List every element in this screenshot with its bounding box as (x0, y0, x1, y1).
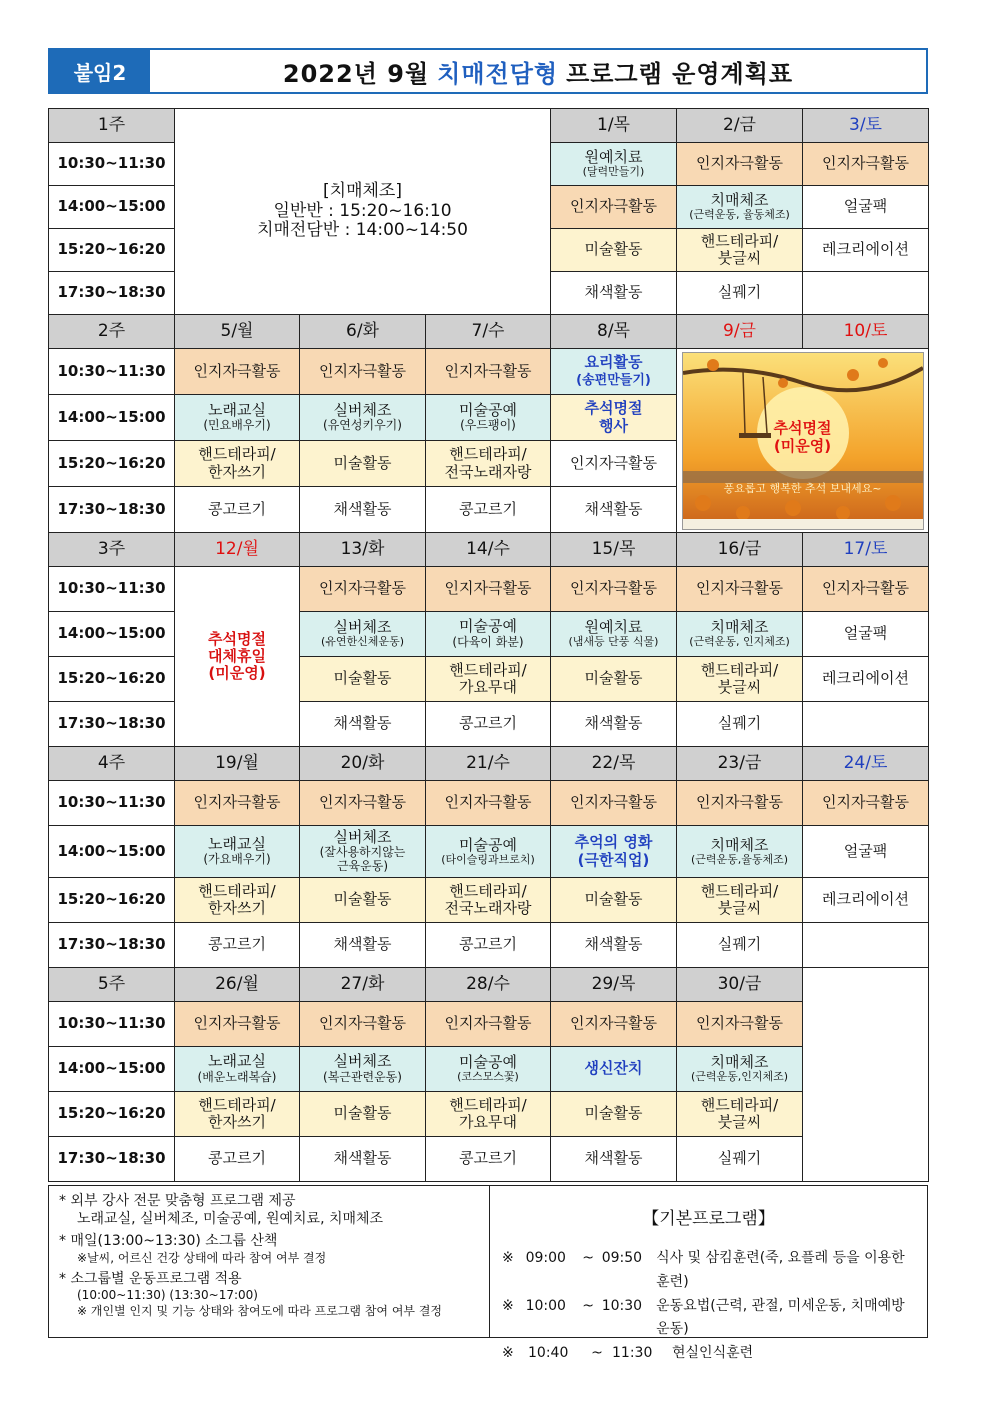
time-slot: 17:30~18:30 (49, 702, 175, 747)
time-slot: 14:00~15:00 (49, 395, 175, 441)
activity-cell: 얼굴팩 (803, 826, 929, 878)
title-prefix: 2022년 9월 (282, 59, 430, 88)
activity-cell: 요리활동 (송편만들기) (551, 349, 677, 395)
chuseok-image-cell (677, 349, 929, 533)
activity-cell: 인지자극활동 (551, 1002, 677, 1047)
activity-cell: 미술활동 (300, 1092, 426, 1137)
activity-cell: 핸드테라피/ 전국노래자랑 (426, 878, 551, 923)
time-slot: 15:20~16:20 (49, 229, 175, 272)
time-slot: 14:00~15:00 (49, 612, 175, 657)
activity-cell: 인지자극활동 (426, 1002, 551, 1047)
day-header: 12/월 (175, 533, 300, 567)
activity-cell: 치매체조 (근력운동,인지체조) (677, 1047, 803, 1092)
attachment-badge: 붙임2 (50, 50, 150, 92)
activity-cell: 콩고르기 (175, 1137, 300, 1182)
activity-cell: 콩고르기 (175, 923, 300, 968)
time-slot: 17:30~18:30 (49, 487, 175, 533)
activity-cell: 핸드테라피/ 붓글씨 (677, 229, 803, 272)
activity-cell: 미술활동 (551, 229, 677, 272)
day-header: 30/금 (677, 968, 803, 1002)
day-header: 9/금 (677, 315, 803, 349)
week-label: 2주 (49, 315, 175, 349)
activity-cell: 핸드테라피/ 한자쓰기 (175, 878, 300, 923)
basic-program-item: ※ 10:00 ~ 10:30 운동요법(근력, 관절, 미세운동, 치매예방 운동) (502, 1297, 905, 1338)
basic-program-title: 【기본프로그램】 (642, 1209, 775, 1229)
week-label: 5주 (49, 968, 175, 1002)
activity-cell: 인지자극활동 (300, 1002, 426, 1047)
activity-cell: 레크리에이션 (803, 878, 929, 923)
activity-cell: 노래교실 (민요배우기) (175, 395, 300, 441)
time-slot: 10:30~11:30 (49, 143, 175, 186)
table-row (49, 878, 929, 923)
basic-program (490, 1186, 927, 1362)
day-header: 1/목 (551, 109, 677, 143)
table-row (49, 826, 929, 878)
activity-cell: 핸드테라피/ 한자쓰기 (175, 441, 300, 487)
activity-cell: 인지자극활동 (426, 567, 551, 612)
activity-cell: 얼굴팩 (803, 186, 929, 229)
time-slot: 10:30~11:30 (49, 781, 175, 826)
table-row (49, 923, 929, 968)
day-header: 10/토 (803, 315, 929, 349)
activity-cell: 핸드테라피/ 붓글씨 (677, 1092, 803, 1137)
activity-cell: 미술공예 (타이슬링과브로치) (426, 826, 551, 878)
activity-cell: 채색활동 (551, 923, 677, 968)
day-header: 8/목 (551, 315, 677, 349)
time-slot: 17:30~18:30 (49, 272, 175, 315)
activity-cell: 핸드테라피/ 가요무대 (426, 1092, 551, 1137)
day-header: 3/토 (803, 109, 929, 143)
activity-cell: 원예치료 (달력만들기) (551, 143, 677, 186)
activity-cell: 인지자극활동 (426, 781, 551, 826)
activity-cell: 콩고르기 (426, 702, 551, 747)
time-slot: 15:20~16:20 (49, 878, 175, 923)
activity-cell: 인지자극활동 (551, 781, 677, 826)
activity-cell: 미술활동 (300, 441, 426, 487)
empty-cell (803, 968, 929, 1182)
table-row (49, 1002, 929, 1047)
table-row (49, 1137, 929, 1182)
week2-header-row (49, 315, 929, 349)
day-header: 24/토 (803, 747, 929, 781)
table-row (49, 567, 929, 612)
activity-cell: 인지자극활동 (677, 567, 803, 612)
footer-notes (48, 1185, 928, 1362)
activity-cell: 인지자극활동 (551, 186, 677, 229)
day-header: 19/월 (175, 747, 300, 781)
empty-cell (803, 702, 929, 747)
time-slot: 15:20~16:20 (49, 657, 175, 702)
activity-cell: 인지자극활동 (551, 441, 677, 487)
activity-cell: 콩고르기 (426, 1137, 551, 1182)
time-slot: 14:00~15:00 (49, 826, 175, 878)
activity-cell: 미술공예 (우드팽이) (426, 395, 551, 441)
activity-cell: 인지자극활동 (803, 143, 929, 186)
day-header: 22/목 (551, 747, 677, 781)
chuseok-label: 추석명절 (미운영) (773, 418, 832, 455)
day-header: 17/토 (803, 533, 929, 567)
note-item: * 소그룹별 운동프로그램 적용 (10:00~11:30) (13:30~17:00) ※ 개인별 인지 및 기능 상태와 참여도에 따라 프로그램 참여 여부 결정 (59, 1271, 443, 1318)
day-header: 27/화 (300, 968, 426, 1002)
activity-cell: 인지자극활동 (677, 781, 803, 826)
activity-cell: 실꿰기 (677, 923, 803, 968)
activity-cell: 채색활동 (551, 1137, 677, 1182)
activity-cell: 실꿰기 (677, 1137, 803, 1182)
title-highlight: 치매전담형 (437, 59, 559, 88)
day-header: 29/목 (551, 968, 677, 1002)
activity-cell: 콩고르기 (426, 923, 551, 968)
activity-cell: 미술활동 (551, 878, 677, 923)
day-header: 7/수 (426, 315, 551, 349)
activity-cell: 인지자극활동 (426, 349, 551, 395)
activity-cell: 핸드테라피/ 한자쓰기 (175, 1092, 300, 1137)
day-header: 14/수 (426, 533, 551, 567)
day-header: 28/수 (426, 968, 551, 1002)
week-label: 4주 (49, 747, 175, 781)
activity-cell: 인지자극활동 (677, 143, 803, 186)
title-suffix: 프로그램 운영계획표 (566, 59, 794, 88)
time-slot: 17:30~18:30 (49, 1137, 175, 1182)
time-slot: 14:00~15:00 (49, 186, 175, 229)
activity-cell: 인지자극활동 (677, 1002, 803, 1047)
activity-cell: 인지자극활동 (551, 567, 677, 612)
activity-cell: 실꿰기 (677, 702, 803, 747)
day-header: 2/금 (677, 109, 803, 143)
activity-cell: 노래교실 (배운노래복습) (175, 1047, 300, 1092)
activity-cell: 실버체조 (유연한신체운동) (300, 612, 426, 657)
note-item: * 매일(13:00~13:30) 소그룹 산책 ※날씨, 어르신 건강 상태에 따라 참여 여부 결정 (59, 1233, 327, 1265)
time-slot: 10:30~11:30 (49, 349, 175, 395)
activity-cell: 얼굴팩 (803, 612, 929, 657)
activity-cell: 인지자극활동 (803, 567, 929, 612)
activity-cell: 인지자극활동 (300, 567, 426, 612)
activity-cell: 치매체조 (근력운동, 율동체조) (677, 186, 803, 229)
note-item: * 외부 강사 전문 맞춤형 프로그램 제공 노래교실, 실버체조, 미술공예, 원예치료, 치매체조 (59, 1193, 384, 1228)
week4-header-row (49, 747, 929, 781)
table-row (49, 1047, 929, 1092)
activity-cell: 치매체조 (근력운동, 인지체조) (677, 612, 803, 657)
activity-cell: 노래교실 (가요배우기) (175, 826, 300, 878)
activity-cell: 실버체조 (복근관련운동) (300, 1047, 426, 1092)
activity-cell: 미술활동 (300, 657, 426, 702)
activity-cell: 채색활동 (300, 923, 426, 968)
activity-cell: 콩고르기 (175, 487, 300, 533)
activity-cell: 미술활동 (300, 878, 426, 923)
activity-cell: 실버체조 (유연성키우기) (300, 395, 426, 441)
day-header: 5/월 (175, 315, 300, 349)
activity-cell: 채색활동 (551, 487, 677, 533)
page-title (150, 50, 926, 92)
activity-cell: 채색활동 (300, 1137, 426, 1182)
activity-cell: 인지자극활동 (175, 1002, 300, 1047)
activity-cell: 인지자극활동 (175, 781, 300, 826)
day-header: 23/금 (677, 747, 803, 781)
chuseok-image (682, 352, 924, 530)
activity-cell: 인지자극활동 (300, 349, 426, 395)
activity-cell: 인지자극활동 (803, 781, 929, 826)
day-header: 26/월 (175, 968, 300, 1002)
week1-header-row (49, 109, 929, 143)
activity-cell: 핸드테라피/ 붓글씨 (677, 878, 803, 923)
week-label: 3주 (49, 533, 175, 567)
activity-cell: 레크리에이션 (803, 229, 929, 272)
day-header: 21/수 (426, 747, 551, 781)
activity-cell: 핸드테라피/ 가요무대 (426, 657, 551, 702)
activity-cell: 미술공예 (다육이 화분) (426, 612, 551, 657)
day-header: 20/화 (300, 747, 426, 781)
basic-program-item: ※ 10:40 ~ 11:30 현실인식훈련 (502, 1345, 754, 1362)
activity-cell: 원예치료 (냄새등 단풍 식물) (551, 612, 677, 657)
chuseok-greeting: 풍요롭고 행복한 추석 보내세요~ (723, 481, 882, 495)
time-slot: 14:00~15:00 (49, 1047, 175, 1092)
activity-cell: 실꿰기 (677, 272, 803, 315)
time-slot: 17:30~18:30 (49, 923, 175, 968)
note-line: 일반반 : 15:20~16:10 (273, 200, 452, 221)
activity-cell: 핸드테라피/ 붓글씨 (677, 657, 803, 702)
activity-cell: 실버체조 (잘사용하지않는 근육운동) (300, 826, 426, 878)
time-slot: 15:20~16:20 (49, 1092, 175, 1137)
day-header: 15/목 (551, 533, 677, 567)
activity-cell: 인지자극활동 (300, 781, 426, 826)
activity-cell: 콩고르기 (426, 487, 551, 533)
holiday-cell: 추석명절 대체휴일 (미운영) (175, 567, 300, 747)
table-row (49, 781, 929, 826)
empty-cell (803, 923, 929, 968)
basic-program-item: ※ 09:00 ~ 09:50 식사 및 삼킴훈련(죽, 요플레 등을 이용한 훈련) (502, 1250, 905, 1290)
activity-cell: 채색활동 (300, 702, 426, 747)
activity-cell: 치매체조 (근력운동,율동체조) (677, 826, 803, 878)
activity-cell: 핸드테라피/ 전국노래자랑 (426, 441, 551, 487)
notes-left (49, 1186, 490, 1337)
table-row (49, 1092, 929, 1137)
week-label: 1주 (49, 109, 175, 143)
note-line: 치매전담반 : 14:00~14:50 (257, 220, 468, 241)
day-header: 13/화 (300, 533, 426, 567)
activity-cell: 인지자극활동 (175, 349, 300, 395)
note-title: [치매체조] (323, 181, 402, 202)
activity-cell: 채색활동 (551, 702, 677, 747)
day-header: 16/금 (677, 533, 803, 567)
activity-cell: 추억의 영화 (극한직업) (551, 826, 677, 878)
activity-cell: 채색활동 (551, 272, 677, 315)
schedule-table (48, 108, 929, 1182)
activity-cell: 추석명절 행사 (551, 395, 677, 441)
activity-cell: 생신잔치 (551, 1047, 677, 1092)
time-slot: 10:30~11:30 (49, 567, 175, 612)
page-header (48, 48, 928, 94)
time-slot: 10:30~11:30 (49, 1002, 175, 1047)
time-slot: 15:20~16:20 (49, 441, 175, 487)
day-header: 6/화 (300, 315, 426, 349)
empty-cell (803, 272, 929, 315)
exercise-note (175, 109, 551, 315)
activity-cell: 채색활동 (300, 487, 426, 533)
table-row (49, 349, 929, 395)
week3-header-row (49, 533, 929, 567)
activity-cell: 미술공예 (코스모스꽃) (426, 1047, 551, 1092)
activity-cell: 미술활동 (551, 1092, 677, 1137)
activity-cell: 레크리에이션 (803, 657, 929, 702)
week5-header-row (49, 968, 929, 1002)
activity-cell: 미술활동 (551, 657, 677, 702)
